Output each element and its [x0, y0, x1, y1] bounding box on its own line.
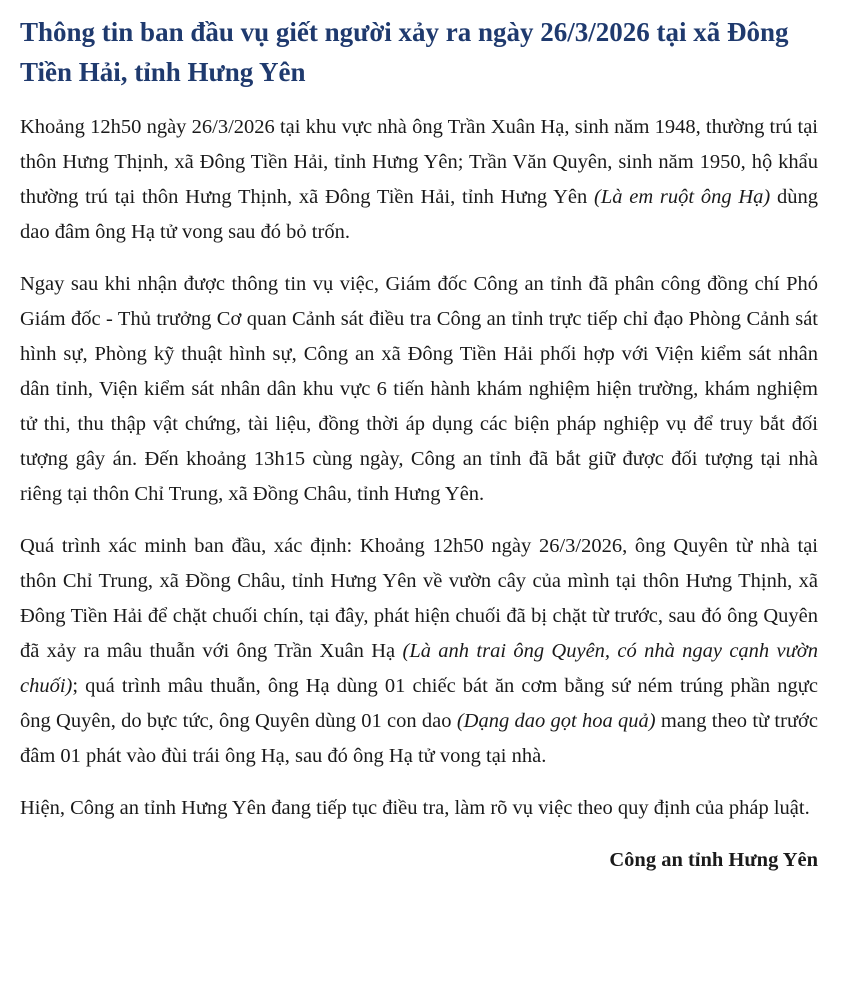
paragraph-incident	[20, 110, 818, 250]
article-signature: Công an tỉnh Hưng Yên	[609, 849, 818, 871]
paragraph-incident-text: Khoảng 12h50 ngày 26/3/2026 tại khu vực nhà ông Trần Xuân Hạ, sinh năm 1948, thường trú tại thôn Hưng Thịnh, xã Đông Tiền Hải, tỉnh Hưng Yên; Trần Văn Quyên, sinh năm 1950, hộ khẩu thường trú tại thôn Hưng Thịnh, xã Đông Tiền Hải, tỉnh Hưng Yên	[20, 116, 818, 208]
paragraph-verification-text-2: ; quá trình mâu thuẫn, ông Hạ dùng 01 chiếc bát ăn cơm bằng sứ ném trúng phần ngực ông Quyên, do bực tức, ông Quyên dùng 01 con dao	[20, 675, 818, 732]
paragraph-response: Ngay sau khi nhận được thông tin vụ việc, Giám đốc Công an tỉnh đã phân công đồng chí Phó Giám đốc - Thủ trưởng Cơ quan Cảnh sát điều tra Công an tỉnh trực tiếp chỉ đạo Phòng Cảnh sát hình sự, Phòng kỹ thuật hình sự, Công an xã Đông Tiền Hải phối hợp với Viện kiểm sát nhân dân tỉnh, Viện kiểm sát nhân dân khu vực 6 tiến hành khám nghiệm hiện trường, khám nghiệm tử thi, thu thập vật chứng, tài liệu, đồng thời áp dụng các biện pháp nghiệp vụ để truy bắt đối tượng gây án. Đến khoảng 13h15 cùng ngày, Công an tỉnh đã bắt giữ được đối tượng tại nhà riêng tại thôn Chỉ Trung, xã Đồng Châu, tỉnh Hưng Yên.	[20, 273, 818, 505]
article-title: Thông tin ban đầu vụ giết người xảy ra ngày 26/3/2026 tại xã Đông Tiền Hải, tỉnh Hưng Yên	[20, 17, 789, 87]
paragraph-verification-note-1: (Là anh trai ông Quyên, có nhà ngay cạnh vườn chuối)	[20, 640, 818, 697]
paragraph-verification-text: Quá trình xác minh ban đầu, xác định: Khoảng 12h50 ngày 26/3/2026, ông Quyên từ nhà tại thôn Chỉ Trung, xã Đồng Châu, tỉnh Hưng Yên về vườn cây của mình tại thôn Hưng Thịnh, xã Đông Tiền Hải để chặt chuối chín, tại đây, phát hiện chuối đã bị chặt từ trước, sau đó ông Quyên đã xảy ra mâu thuẫn với ông Trần Xuân Hạ	[20, 535, 818, 662]
paragraph-incident-note: (Là em ruột ông Hạ)	[594, 186, 771, 208]
paragraph-verification	[20, 529, 818, 774]
paragraph-verification-note-2: (Dạng dao gọt hoa quả)	[456, 710, 656, 732]
paragraph-status: Hiện, Công an tỉnh Hưng Yên đang tiếp tục điều tra, làm rõ vụ việc theo quy định của pháp luật.	[20, 797, 810, 819]
paragraph-incident-text-end: dùng dao đâm ông Hạ tử vong sau đó bỏ trốn.	[20, 186, 819, 243]
article	[20, 0, 818, 878]
paragraph-verification-text-3: mang theo từ trước đâm 01 phát vào đùi trái ông Hạ, sau đó ông Hạ tử vong tại nhà.	[20, 710, 819, 767]
